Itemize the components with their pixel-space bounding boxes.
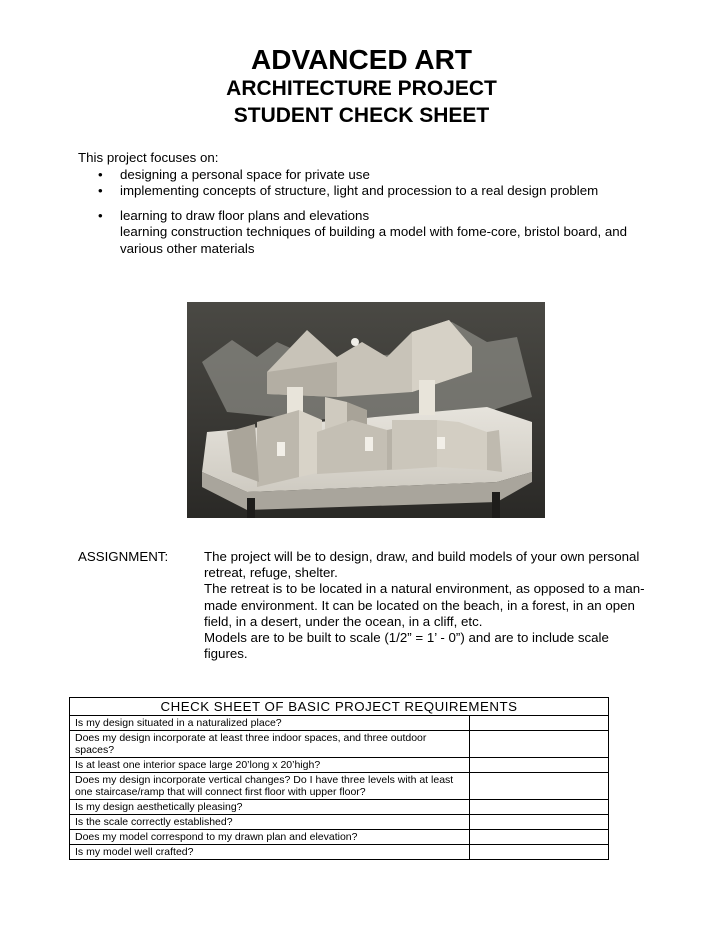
bullet-icon: • — [98, 183, 103, 198]
table-row — [70, 815, 609, 830]
requirement-answer-cell[interactable] — [469, 815, 608, 830]
document-subtitle-checksheet: STUDENT CHECK SHEET — [233, 104, 490, 127]
table-header-row — [70, 698, 609, 716]
requirement-answer-cell[interactable] — [469, 845, 608, 860]
table-row — [70, 830, 609, 845]
table-row — [70, 716, 609, 731]
requirement-question: Does my design incorporate at least three indoor spaces, and three outdoor spaces? — [70, 731, 470, 758]
assignment-paragraph: The retreat is to be located in a natural environment, as opposed to a man-made environment. It can be located on the beach, in a forest, in an open field, in a desert, under the ocean, in a cliff, etc. — [204, 581, 645, 629]
requirement-answer-cell[interactable] — [469, 731, 608, 758]
assignment-paragraph: The project will be to design, draw, and build models of your own personal retreat, refuge, shelter. — [204, 549, 640, 581]
requirements-table — [69, 697, 609, 860]
table-row — [70, 845, 609, 860]
architecture-model-image — [187, 302, 545, 518]
requirement-question: Does my design incorporate vertical changes? Do I have three levels with at least one staircase/ramp that will connect first floor with upper floor? — [70, 773, 470, 800]
requirement-question: Does my model correspond to my drawn plan and elevation? — [70, 830, 470, 845]
table-row — [70, 731, 609, 758]
assignment-label: ASSIGNMENT: — [78, 549, 169, 564]
focus-item: • implementing concepts of structure, light and procession to a real design problem — [98, 183, 599, 198]
intro-section — [78, 150, 658, 257]
model-photo — [187, 302, 545, 518]
table-row — [70, 758, 609, 773]
intro-heading: This project focuses on: — [78, 150, 219, 165]
focus-item: • learning to draw floor plans and elevations learning construction techniques of building a model with fome-core, bristol board, and various other materials — [98, 207, 628, 256]
focus-list — [78, 167, 658, 258]
focus-item: • designing a personal space for private use — [98, 166, 370, 182]
requirement-question: Is my design situated in a naturalized place? — [70, 716, 470, 731]
bullet-icon: • — [98, 207, 103, 223]
focus-item-continuation: learning construction techniques of building a model with fome-core, bristol board, and various other materials — [120, 224, 628, 256]
requirement-question: Is my design aesthetically pleasing? — [70, 800, 470, 815]
table-title: CHECK SHEET OF BASIC PROJECT REQUIREMENTS — [70, 698, 609, 716]
requirement-answer-cell[interactable] — [469, 773, 608, 800]
bullet-icon: • — [98, 166, 103, 182]
assignment-body — [204, 549, 649, 662]
assignment-paragraph: Models are to be built to scale (1/2” = 1’ - 0”) and are to include scale figures. — [204, 630, 609, 662]
table-row — [70, 800, 609, 815]
requirement-answer-cell[interactable] — [469, 716, 608, 731]
table-row — [70, 773, 609, 800]
requirement-question: Is my model well crafted? — [70, 845, 470, 860]
requirement-answer-cell[interactable] — [469, 800, 608, 815]
title-block — [0, 44, 723, 129]
requirement-question: Is at least one interior space large 20’long x 20’high? — [70, 758, 470, 773]
document-subtitle-project: ARCHITECTURE PROJECT — [226, 77, 497, 100]
requirement-answer-cell[interactable] — [469, 758, 608, 773]
document-title: ADVANCED ART — [251, 44, 472, 75]
requirement-answer-cell[interactable] — [469, 830, 608, 845]
requirement-question: Is the scale correctly established? — [70, 815, 470, 830]
